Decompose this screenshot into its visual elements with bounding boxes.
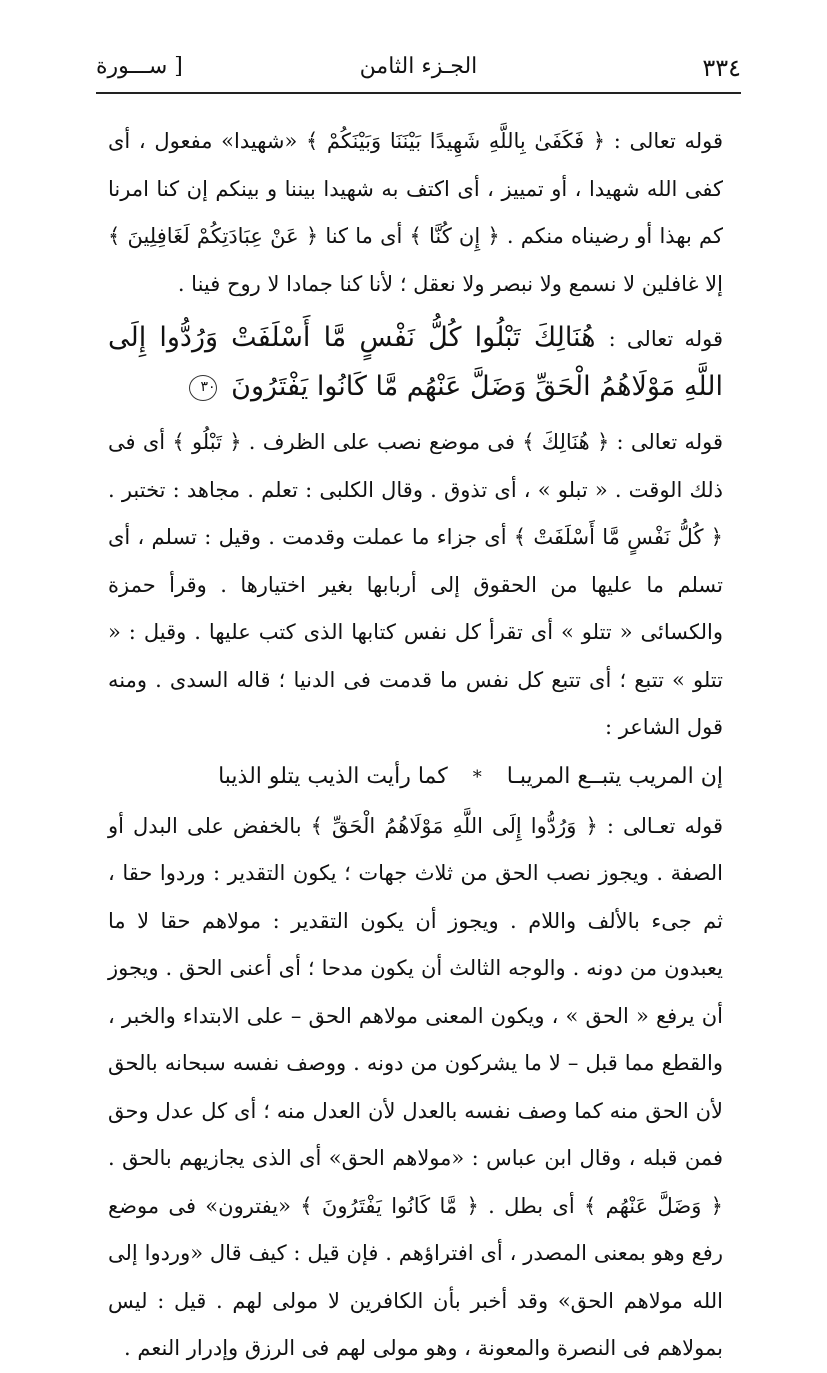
poetry-verse	[108, 752, 723, 803]
paragraph-tafsir-3: قوله تعـالى : ﴿ وَرُدُّوا إِلَى اللَّهِ مَوْلَاهُمُ الْحَقِّ ﴾ بالخفض على البدل أو الصفة . ويجوز نصب الحق من ثلاث جهات ؛ يكون التقدير : وردوا حقا ، ثم جىء بالألف واللام . ويجوز أن يكون التقدير : مولاهم حقا لا ما يعبدون من دونه . والوجه الثالث أن يكون مدحا ؛ أى أعنى الحق . ويجوز أن يرفع « الحق » ، ويكون المعنى مولاهم الحق – على الابتداء والخبر ، والقطع مما قبل – لا ما يشركون من دونه . ووصف نفسه سبحانه بالحق لأن الحق منه كما وصف نفسه بالعدل لأن العدل منه ؛ أى كل عدل وحق فمن قبله ، وقال ابن عباس : «مولاهم الحق» أى الذى يجازيهم بالحق . ﴿ وَضَلَّ عَنْهُم ﴾ أى بطل . ﴿ مَّا كَانُوا يَفْتَرُونَ ﴾ «يفترون» فى موضع رفع وهو بمعنى المصدر ، أى افتراؤهم . فإن قيل : كيف قال «وردوا إلى الله مولاهم الحق» وقد أخبر بأن الكافرين لا مولى لهم . قيل : ليس بمولاهم فى النصرة والمعونة ، وهو مولى لهم فى الرزق وإدرار النعم .	[108, 813, 723, 1360]
poem-separator: *	[472, 766, 482, 788]
header-divider	[96, 92, 741, 94]
paragraph-tafsir-1: قوله تعالى : ﴿ فَكَفَىٰ بِاللَّهِ شَهِيدًا بَيْنَنَا وَبَيْنَكُمْ ﴾ «شهيدا» مفعول ، أى كفى الله شهيدا ، أو تمييز ، أى اكتف به شهيدا بيننا و بينكم إن كنا امرنا كم بهذا أو رضيناه منكم . ﴿ إِن كُنَّا ﴾ أى ما كنا ﴿ عَنْ عِبَادَتِكُمْ لَغَافِلِينَ ﴾ إلا غافلين لا نسمع ولا نبصر ولا نعقل ؛ لأنا كنا جمادا لا روح فينا .	[108, 129, 723, 296]
verse-label: قوله تعالى :	[608, 327, 723, 351]
poem-hemistich-1: إن المريب يتبــع المريبـا	[506, 763, 723, 789]
paragraph-tafsir-2: قوله تعالى : ﴿ هُنَالِكَ ﴾ فى موضع نصب على الظرف . ﴿ تَبْلُو ﴾ أى فى ذلك الوقت . « تبلو » ، أى تذوق . وقال الكلبى : تعلم . مجاهد : تختبر . ﴿ كُلُّ نَفْسٍ مَّا أَسْلَفَتْ ﴾ أى جزاء ما عملت وقدمت . وقيل : تسلم ، أى تسلم ما عليها من الحقوق إلى أربابها بغير اختيارها . وقرأ حمزة والكسائى « تتلو » أى تقرأ كل نفس كتابها الذى كتب عليها . وقيل : « تتلو » تتبع ؛ أى تتبع كل نفس ما قدمت فى الدنيا ؛ قاله السدى . ومنه قول الشاعر :	[108, 430, 723, 739]
poem-hemistich-2: كما رأيت الذيب يتلو الذيبا	[218, 763, 448, 789]
quran-verse	[108, 314, 723, 411]
running-title: الجـزء الثامن	[359, 54, 478, 79]
verse-number-marker: ٣٠	[189, 375, 217, 401]
verse-text: هُنَالِكَ تَبْلُوا كُلُّ نَفْسٍ مَّا أَسْلَفَتْ وَرُدُّوا إِلَى اللَّهِ مَوْلَاهُمُ الْحَقِّ وَضَلَّ عَنْهُم مَّا كَانُوا يَفْتَرُونَ	[108, 322, 723, 402]
surah-label: [ ســـورة	[96, 54, 183, 79]
page-number: ٣٣٤	[702, 54, 741, 82]
page-body	[108, 118, 723, 1373]
page-header	[96, 52, 741, 92]
